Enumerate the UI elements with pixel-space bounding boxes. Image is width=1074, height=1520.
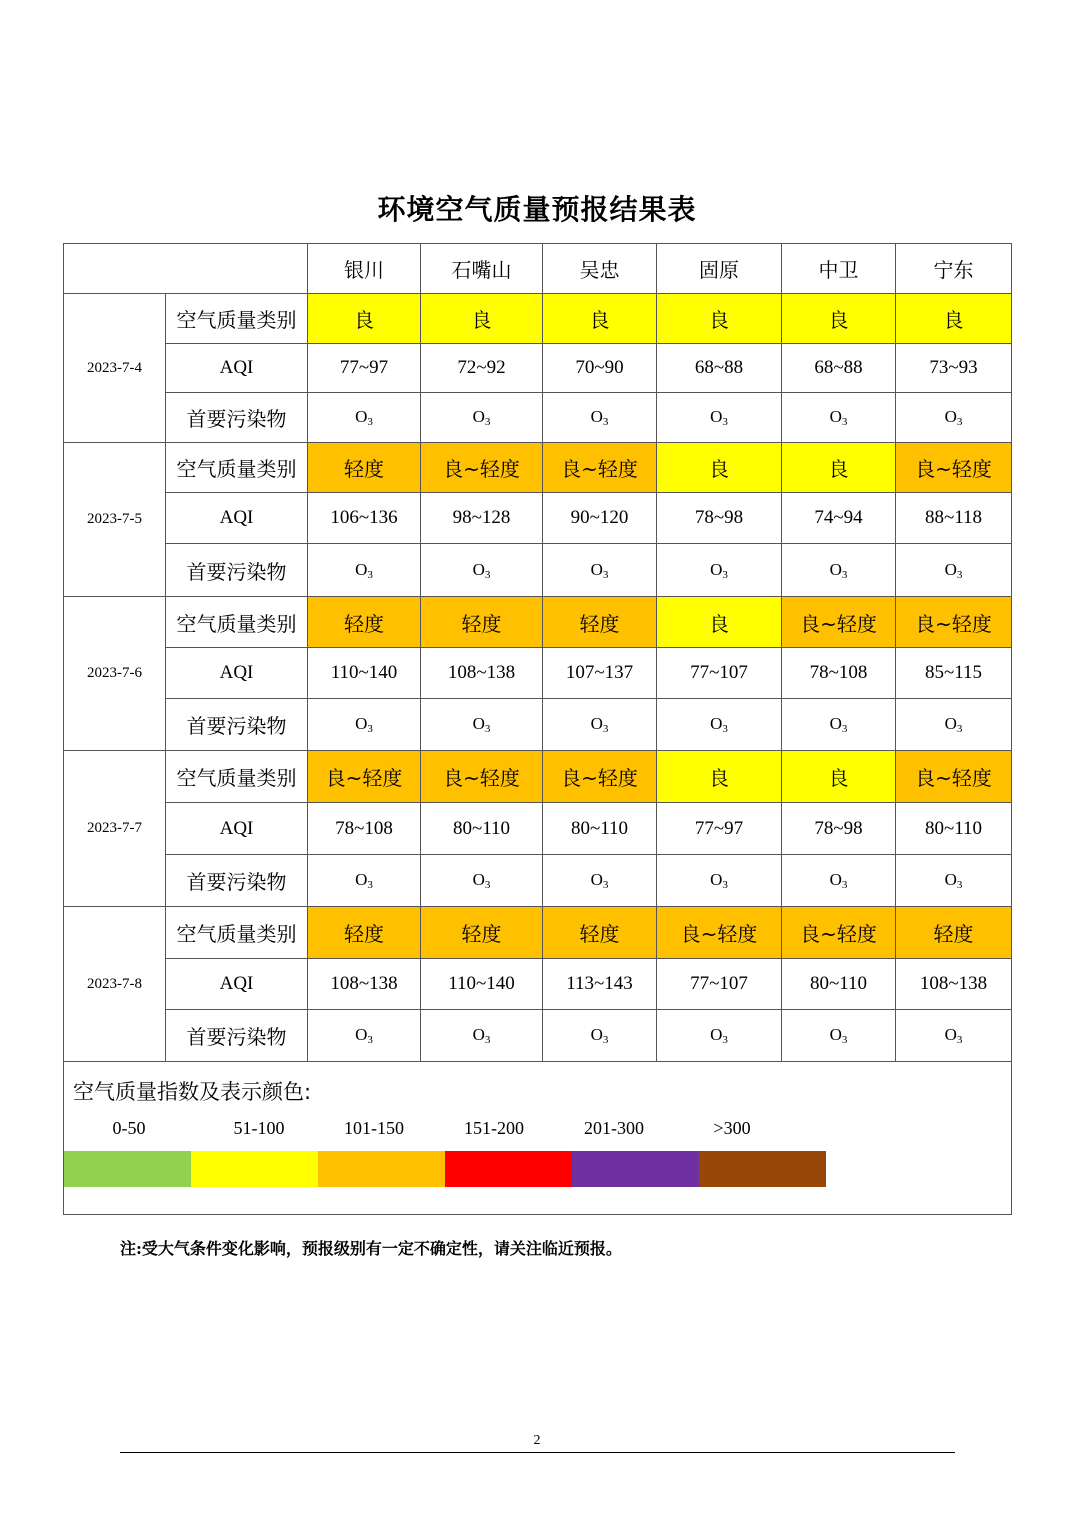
legend-range-label: >300 [713, 1118, 751, 1138]
pollutant-row [64, 855, 1012, 907]
category-cell: 轻度 [308, 597, 421, 648]
pollutant-cell [421, 1010, 543, 1062]
category-cell: 良~轻度 [657, 907, 782, 959]
pollutant-cell [421, 699, 543, 751]
pollutant-value: $O_3$ [472, 714, 491, 735]
pollutant-cell [657, 855, 782, 907]
pollutant-value: $O_3$ [355, 559, 373, 581]
aqi-row [64, 344, 1012, 393]
page-number: 2 [533, 1433, 541, 1448]
date-cell: 2023-7-7 [64, 751, 166, 907]
legend-range-label: 151-200 [464, 1118, 524, 1138]
category-cell: 良 [896, 294, 1012, 344]
pollutant-value: $O_3$ [355, 1025, 373, 1046]
city-header: 银川 [308, 244, 421, 294]
pollutant-cell [782, 855, 896, 907]
category-cell: 良~轻度 [896, 443, 1012, 493]
aqi-row [64, 959, 1012, 1010]
pollutant-value: $O_3$ [590, 714, 609, 735]
pollutant-value: $O_3$ [944, 870, 963, 891]
date-cell: 2023-7-4 [64, 294, 166, 443]
row-label-pollutant: 首要污染物 [166, 855, 308, 907]
category-row [64, 907, 1012, 959]
aqi-cell: 107~137 [543, 648, 657, 699]
pollutant-cell [543, 544, 657, 597]
aqi-cell: 77~107 [657, 959, 782, 1010]
aqi-cell: 80~110 [543, 803, 657, 855]
aqi-cell: 106~136 [308, 493, 421, 544]
row-label-pollutant: 首要污染物 [166, 699, 308, 751]
category-cell: 良~轻度 [543, 751, 657, 803]
pollutant-cell [308, 1010, 421, 1062]
forecast-table [63, 243, 1012, 1215]
category-cell: 良~轻度 [421, 751, 543, 803]
aqi-row [64, 803, 1012, 855]
pollutant-value: $O_3$ [472, 407, 491, 428]
pollutant-row [64, 1010, 1012, 1062]
city-header: 石嘴山 [421, 244, 543, 294]
pollutant-cell [543, 855, 657, 907]
aqi-cell: 80~110 [421, 803, 543, 855]
pollutant-value: $O_3$ [472, 559, 491, 581]
category-cell: 良 [657, 597, 782, 648]
pollutant-cell [782, 699, 896, 751]
pollutant-cell [896, 855, 1012, 907]
pollutant-cell [657, 393, 782, 443]
category-cell: 良 [543, 294, 657, 344]
row-label-aqi: AQI [166, 344, 308, 393]
pollutant-value: $O_3$ [590, 559, 609, 581]
category-cell: 良 [657, 443, 782, 493]
pollutant-cell [308, 699, 421, 751]
legend-color-swatch [699, 1151, 826, 1187]
pollutant-value: $O_3$ [355, 407, 373, 428]
date-cell: 2023-7-8 [64, 907, 166, 1062]
category-row [64, 751, 1012, 803]
pollutant-value: $O_3$ [355, 714, 373, 735]
pollutant-cell [657, 1010, 782, 1062]
category-cell: 良~轻度 [782, 597, 896, 648]
pollutant-value: $O_3$ [829, 870, 848, 891]
aqi-cell: 70~90 [543, 344, 657, 393]
aqi-cell: 108~138 [308, 959, 421, 1010]
pollutant-cell [308, 393, 421, 443]
category-cell: 轻度 [421, 907, 543, 959]
pollutant-cell [782, 544, 896, 597]
pollutant-value: $O_3$ [590, 870, 609, 891]
category-cell: 良 [657, 294, 782, 344]
aqi-cell: 68~88 [657, 344, 782, 393]
pollutant-value: $O_3$ [944, 407, 963, 428]
legend-title: 空气质量指数及表示颜色: [73, 1080, 312, 1104]
pollutant-cell [657, 544, 782, 597]
date-cell: 2023-7-6 [64, 597, 166, 751]
pollutant-value: $O_3$ [710, 1025, 728, 1046]
category-row [64, 597, 1012, 648]
aqi-cell: 88~118 [896, 493, 1012, 544]
pollutant-cell [421, 393, 543, 443]
aqi-cell: 108~138 [896, 959, 1012, 1010]
row-label-category: 空气质量类别 [166, 443, 308, 493]
pollutant-cell [896, 699, 1012, 751]
pollutant-value: $O_3$ [355, 870, 373, 891]
pollutant-value: $O_3$ [944, 559, 963, 581]
row-label-aqi: AQI [166, 803, 308, 855]
pollutant-row [64, 393, 1012, 443]
aqi-cell: 90~120 [543, 493, 657, 544]
date-cell: 2023-7-5 [64, 443, 166, 597]
pollutant-cell [421, 855, 543, 907]
header-row [64, 244, 1012, 294]
aqi-cell: 113~143 [543, 959, 657, 1010]
row-label-category: 空气质量类别 [166, 907, 308, 959]
aqi-cell: 77~97 [657, 803, 782, 855]
aqi-cell: 80~110 [782, 959, 896, 1010]
row-label-category: 空气质量类别 [166, 597, 308, 648]
category-cell: 良 [657, 751, 782, 803]
page-title: 环境空气质量预报结果表 [377, 193, 697, 226]
pollutant-value: $O_3$ [710, 870, 728, 891]
category-cell: 轻度 [308, 443, 421, 493]
pollutant-value: $O_3$ [829, 407, 848, 428]
aqi-cell: 78~98 [657, 493, 782, 544]
category-row [64, 443, 1012, 493]
aqi-cell: 110~140 [421, 959, 543, 1010]
category-cell: 良 [782, 443, 896, 493]
category-cell: 轻度 [543, 597, 657, 648]
row-label-aqi: AQI [166, 493, 308, 544]
pollutant-value: $O_3$ [590, 1025, 609, 1046]
aqi-cell: 68~88 [782, 344, 896, 393]
aqi-cell: 74~94 [782, 493, 896, 544]
footer-rule [120, 1452, 955, 1453]
category-cell: 轻度 [543, 907, 657, 959]
category-cell: 轻度 [308, 907, 421, 959]
row-label-pollutant: 首要污染物 [166, 544, 308, 597]
category-cell: 良~轻度 [421, 443, 543, 493]
pollutant-cell [896, 1010, 1012, 1062]
city-header: 中卫 [782, 244, 896, 294]
aqi-cell: 73~93 [896, 344, 1012, 393]
row-label-pollutant: 首要污染物 [166, 393, 308, 443]
aqi-row [64, 493, 1012, 544]
category-cell: 良 [782, 751, 896, 803]
pollutant-cell [782, 393, 896, 443]
pollutant-cell [543, 1010, 657, 1062]
aqi-cell: 110~140 [308, 648, 421, 699]
aqi-cell: 78~108 [782, 648, 896, 699]
category-cell: 良~轻度 [308, 751, 421, 803]
category-cell: 良~轻度 [896, 751, 1012, 803]
aqi-cell: 72~92 [421, 344, 543, 393]
pollutant-value: $O_3$ [472, 1025, 491, 1046]
pollutant-value: $O_3$ [710, 714, 728, 735]
pollutant-cell [308, 855, 421, 907]
pollutant-cell [421, 544, 543, 597]
pollutant-value: $O_3$ [590, 407, 609, 428]
category-cell: 良~轻度 [896, 597, 1012, 648]
category-cell: 良~轻度 [782, 907, 896, 959]
pollutant-row [64, 544, 1012, 597]
pollutant-cell [896, 393, 1012, 443]
category-cell: 轻度 [421, 597, 543, 648]
pollutant-value: $O_3$ [710, 559, 728, 581]
legend-color-swatch [64, 1151, 191, 1187]
pollutant-cell [543, 699, 657, 751]
row-label-aqi: AQI [166, 648, 308, 699]
aqi-cell: 77~107 [657, 648, 782, 699]
pollutant-value: $O_3$ [829, 714, 848, 735]
aqi-cell: 108~138 [421, 648, 543, 699]
aqi-color-legend [64, 1062, 1010, 1214]
legend-range-label: 0-50 [112, 1118, 146, 1138]
pollutant-value: $O_3$ [944, 714, 963, 735]
category-cell: 良 [421, 294, 543, 344]
aqi-cell: 98~128 [421, 493, 543, 544]
pollutant-value: $O_3$ [472, 870, 491, 891]
aqi-cell: 77~97 [308, 344, 421, 393]
row-label-pollutant: 首要污染物 [166, 1010, 308, 1062]
aqi-cell: 80~110 [896, 803, 1012, 855]
row-label-category: 空气质量类别 [166, 751, 308, 803]
city-header: 吴忠 [543, 244, 657, 294]
pollutant-value: $O_3$ [710, 407, 728, 428]
corner-cell [64, 244, 308, 294]
legend-row [64, 1062, 1012, 1215]
city-header: 固原 [657, 244, 782, 294]
aqi-cell: 78~98 [782, 803, 896, 855]
city-header: 宁东 [896, 244, 1012, 294]
pollutant-cell [308, 544, 421, 597]
category-cell: 良 [308, 294, 421, 344]
aqi-cell: 78~108 [308, 803, 421, 855]
aqi-cell: 85~115 [896, 648, 1012, 699]
pollutant-value: $O_3$ [944, 1025, 963, 1046]
category-cell: 良~轻度 [543, 443, 657, 493]
category-cell: 良 [782, 294, 896, 344]
legend-range-label: 101-150 [344, 1118, 404, 1138]
row-label-aqi: AQI [166, 959, 308, 1010]
legend-color-swatch [318, 1151, 445, 1187]
legend-range-label: 201-300 [584, 1118, 644, 1138]
pollutant-cell [782, 1010, 896, 1062]
aqi-row [64, 648, 1012, 699]
pollutant-cell [657, 699, 782, 751]
pollutant-row [64, 699, 1012, 751]
legend-range-label: 51-100 [233, 1118, 285, 1138]
pollutant-cell [896, 544, 1012, 597]
pollutant-cell [543, 393, 657, 443]
category-cell: 轻度 [896, 907, 1012, 959]
legend-cell [64, 1062, 1012, 1215]
row-label-category: 空气质量类别 [166, 294, 308, 344]
legend-color-swatch [445, 1151, 572, 1187]
legend-color-swatch [191, 1151, 318, 1187]
pollutant-value: $O_3$ [829, 1025, 848, 1046]
category-row [64, 294, 1012, 344]
legend-color-swatch [572, 1151, 699, 1187]
pollutant-value: $O_3$ [829, 559, 848, 581]
footnote: 注:受大气条件变化影响，预报级别有一定不确定性，请关注临近预报。 [120, 1239, 622, 1258]
